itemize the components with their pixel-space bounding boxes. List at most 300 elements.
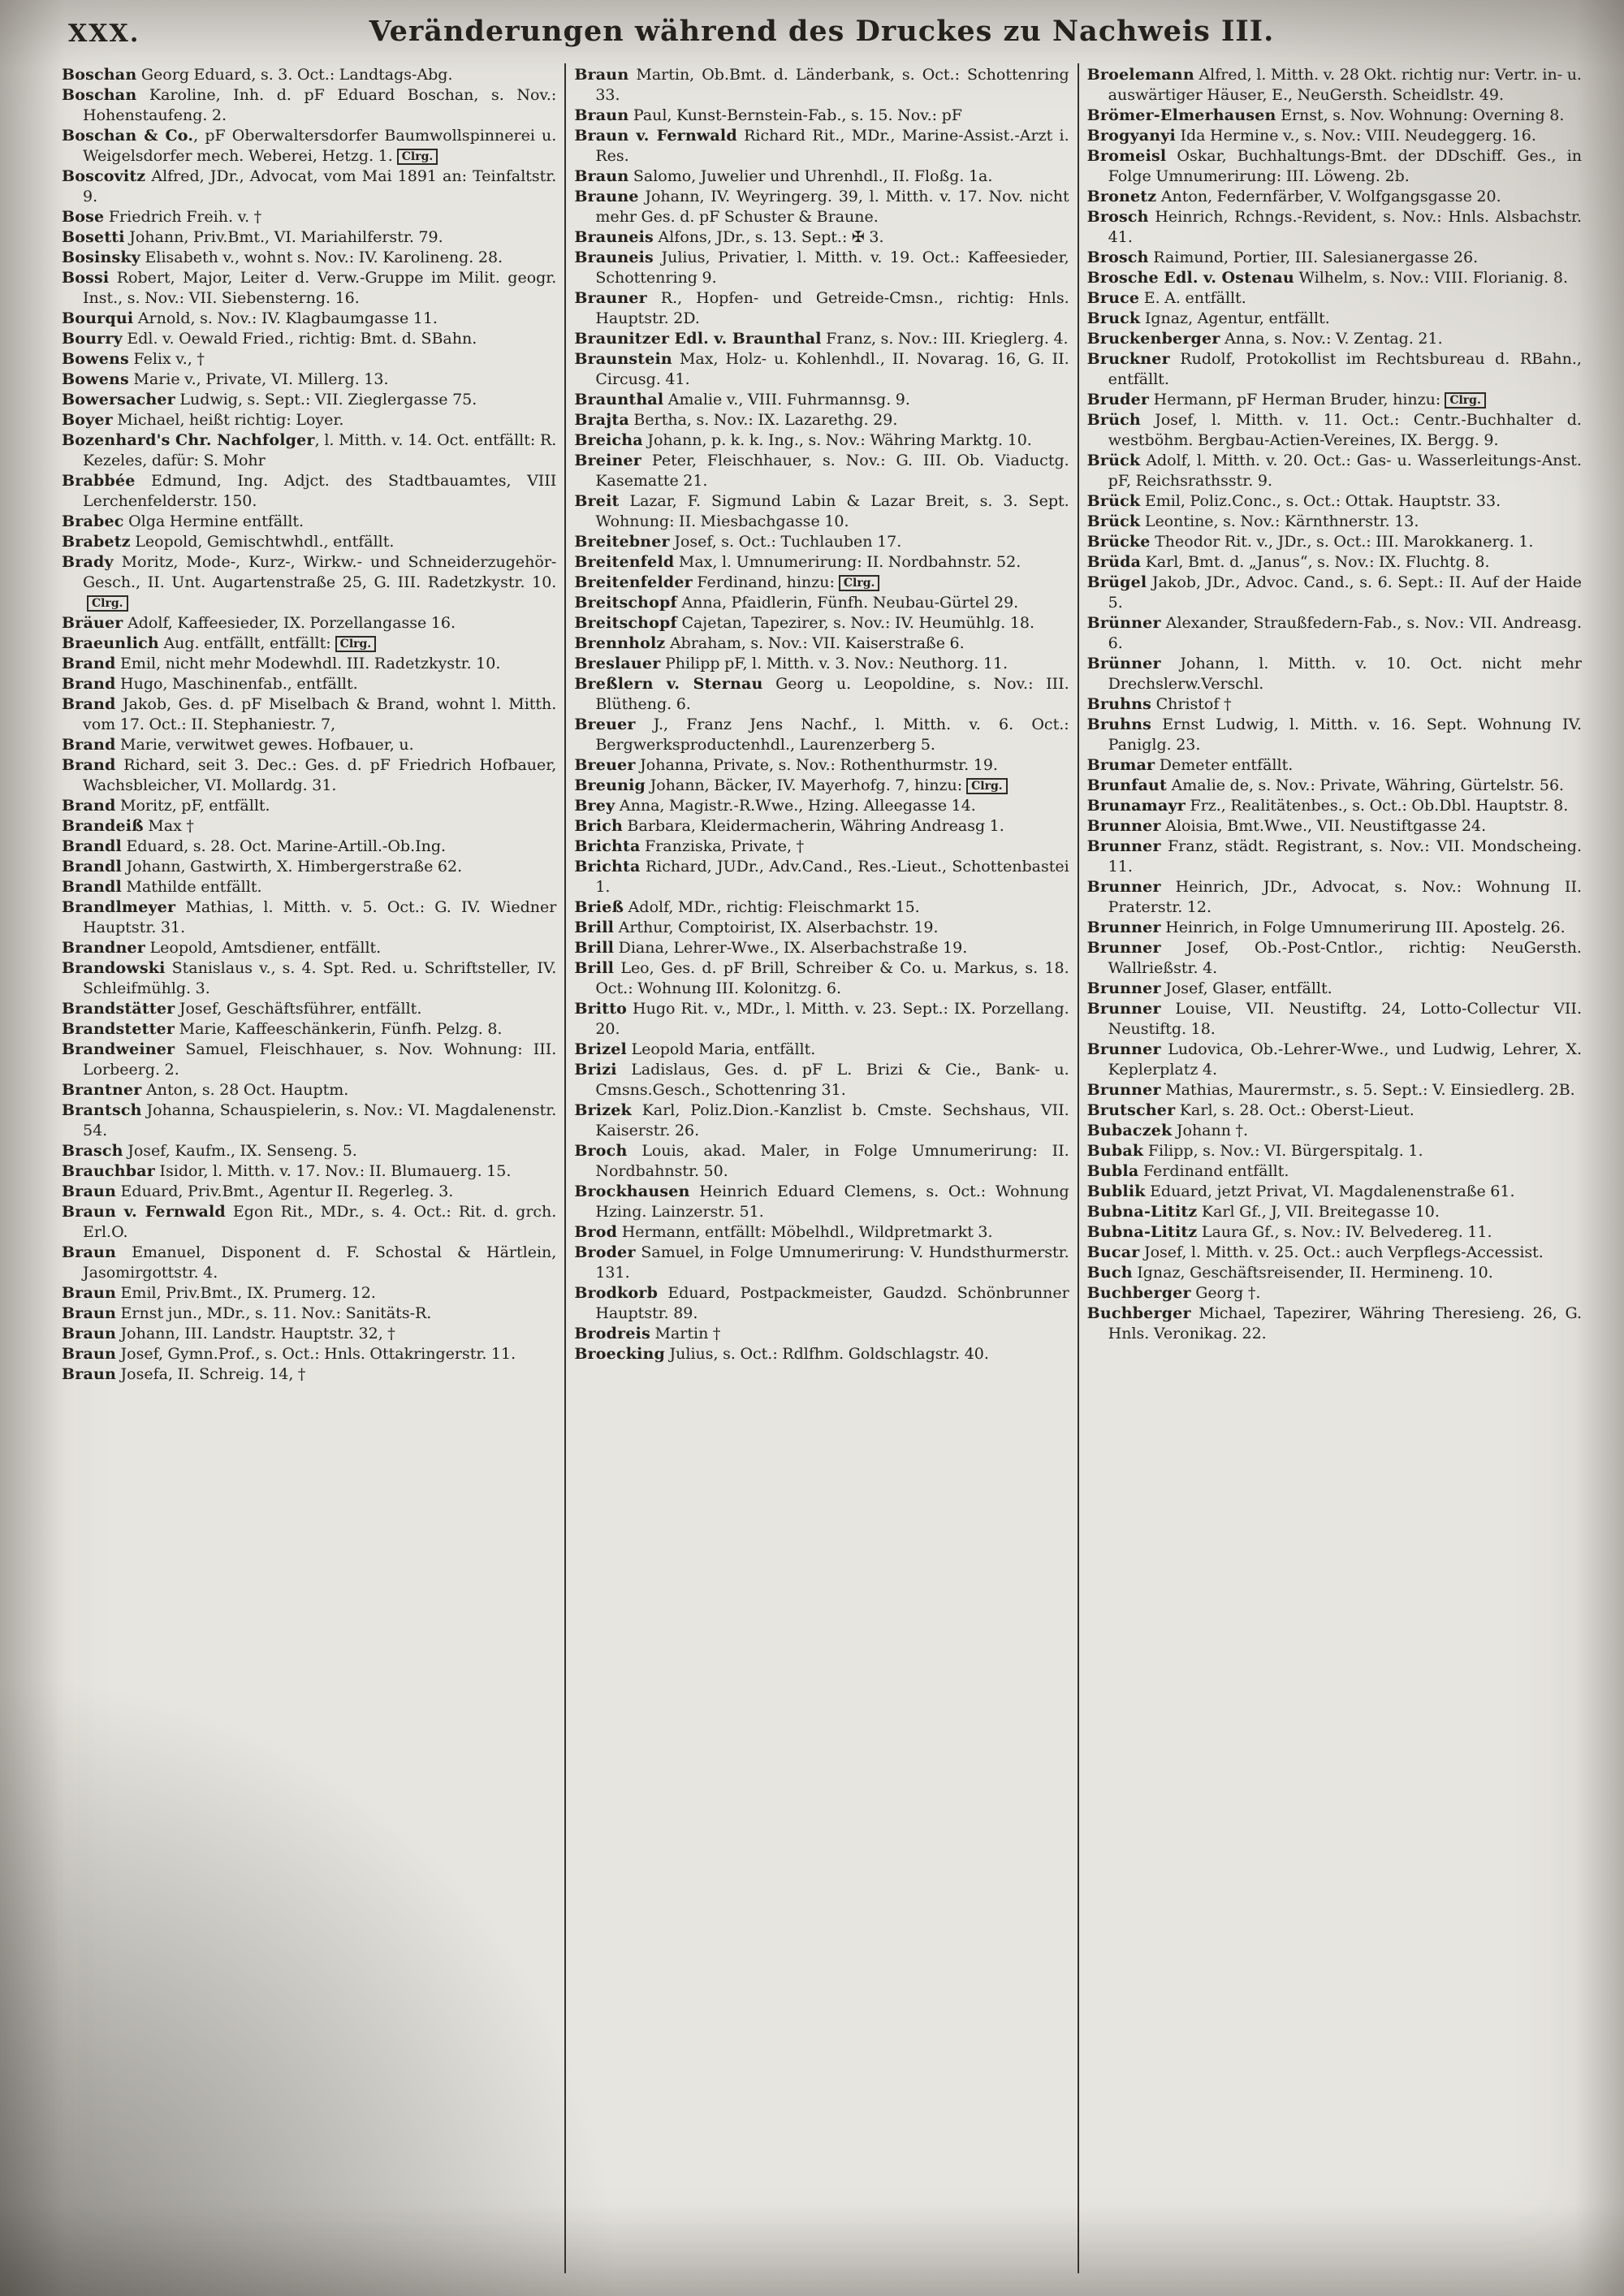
entry-text: Raimund, Portier, III. Salesianergasse 26.: [1148, 249, 1479, 266]
entry-text: Max †: [143, 817, 194, 835]
directory-entry: [574, 1222, 1069, 1243]
entry-text: Josef, s. Oct.: Tuchlauben 17.: [669, 533, 902, 551]
entry-name: Brichta: [574, 837, 641, 855]
entry-text: Lazar, F. Sigmund Labin & Lazar Breit, s. 3. Sept. Wohnung: II. Miesbachgasse 10.: [595, 492, 1069, 530]
directory-entry: [1087, 1121, 1582, 1141]
directory-entry: [1087, 1161, 1582, 1182]
entry-text: Josef, Geschäftsführer, entfällt.: [175, 1000, 422, 1018]
entry-text: Arnold, s. Nov.: IV. Klagbaumgasse 11.: [133, 309, 438, 327]
entry-name: Brunner: [1086, 817, 1161, 835]
entry-name: Bozenhard's Chr. Nachfolger: [62, 431, 315, 449]
directory-entry: [62, 1080, 556, 1100]
directory-entry: [62, 1304, 556, 1324]
entry-name: Buchberger: [1086, 1284, 1191, 1302]
entry-name: Brockhausen: [574, 1183, 690, 1200]
entry-text: Alexander, Straußfedern-Fab., s. Nov.: VII. Andreasg. 6.: [1108, 614, 1582, 652]
entry-text: Salomo, Juwelier und Uhrenhdl., II. Floßg. 1a.: [628, 167, 993, 185]
directory-entry: [62, 532, 556, 552]
entry-text: Ferdinand, hinzu:: [692, 573, 835, 591]
entry-name: Brandstätter: [62, 1000, 175, 1018]
entry-name: Brömer-Elmerhausen: [1086, 106, 1276, 124]
entry-name: Brunner: [1086, 1081, 1161, 1099]
directory-entry: [1087, 1222, 1582, 1243]
directory-entry: [1087, 715, 1582, 755]
directory-entry: [62, 552, 556, 613]
entry-name: Buchberger: [1086, 1304, 1191, 1322]
entry-badge: Clrg.: [335, 636, 377, 652]
entry-text: Anna, Magistr.-R.Wwe., Hzing. Alleegasse 14.: [615, 797, 976, 815]
directory-entry: [1087, 796, 1582, 816]
entry-name: Bowersacher: [62, 391, 175, 409]
entry-name: Brandl: [62, 878, 122, 896]
entry-name: Breslauer: [574, 655, 661, 672]
directory-entry: [62, 837, 556, 857]
directory-entry: [62, 674, 556, 694]
entry-name: Brandlmeyer: [62, 898, 176, 916]
entry-name: Breitschopf: [574, 614, 677, 632]
entry-text: Emil, Poliz.Conc., s. Oct.: Ottak. Hauptstr. 33.: [1140, 492, 1501, 510]
entry-name: Brunamayr: [1086, 797, 1186, 815]
entry-name: Brünner: [1086, 614, 1161, 632]
entry-name: Brutscher: [1086, 1101, 1176, 1119]
entry-text: Mathias, Maurermstr., s. 5. Sept.: V. Einsiedlerg. 2B.: [1160, 1081, 1575, 1099]
entry-text: Heinrich, JDr., Advocat, s. Nov.: Wohnung II. Praterstr. 12.: [1108, 878, 1582, 916]
entry-text: Leo, Ges. d. pF Brill, Schreiber & Co. u. Markus, s. 18. Oct.: Wohnung III. Kolonitzg. 6.: [595, 959, 1069, 997]
entry-text: Richard Rit., MDr., Marine-Assist.-Arzt i. Res.: [595, 127, 1069, 165]
entry-text: Cajetan, Tapezirer, s. Nov.: IV. Heumühlg. 18.: [676, 614, 1035, 632]
entry-text: Bertha, s. Nov.: IX. Lazarethg. 29.: [628, 411, 898, 429]
entry-text: Ludwig, s. Sept.: VII. Zieglergasse 75.: [175, 391, 477, 409]
entry-name: Bruckenberger: [1086, 330, 1220, 348]
entry-text: Edl. v. Oewald Fried., richtig: Bmt. d. SBahn.: [122, 330, 477, 348]
entry-text: Ferdinand entfällt.: [1138, 1162, 1289, 1180]
directory-entry: [574, 633, 1069, 654]
entry-text: Mathilde entfällt.: [121, 878, 262, 896]
entry-name: Brasch: [62, 1142, 123, 1160]
directory-entry: [1087, 552, 1582, 573]
directory-entry: [62, 126, 556, 166]
entry-text: Marie, Kaffeeschänkerin, Fünfh. Pelzg. 8.: [175, 1020, 503, 1038]
entry-text: Philipp pF, l. Mitth. v. 3. Nov.: Neuthorg. 11.: [660, 655, 1009, 672]
entry-text: Friedrich Freih. v. †: [104, 208, 262, 226]
directory-entry: [62, 1283, 556, 1304]
entry-text: Barbara, Kleidermacherin, Währing Andreasg 1.: [623, 817, 1004, 835]
entry-text: Max, l. Umnumerirung: II. Nordbahnstr. 52.: [674, 553, 1021, 571]
directory-entry: [62, 796, 556, 816]
entry-text: Marie, verwitwet gewes. Hofbauer, u.: [115, 736, 414, 754]
entry-text: Josef, Glaser, entfällt.: [1160, 979, 1332, 997]
entry-name: Brich: [574, 817, 623, 835]
entry-text: Ida Hermine v., s. Nov.: VIII. Neudeggerg. 16.: [1175, 127, 1536, 145]
entry-name: Braun v. Fernwald: [574, 127, 737, 145]
directory-entry: [62, 390, 556, 410]
directory-columns: [54, 63, 1590, 2273]
entry-name: Bosinsky: [62, 249, 140, 266]
directory-entry: [574, 755, 1069, 776]
directory-entry: [1087, 837, 1582, 877]
entry-text: Franz, städt. Registrant, s. Nov.: VII. Mondscheing. 11.: [1108, 837, 1582, 876]
entry-text: Louise, VII. Neustiftg. 24, Lotto-Collectur VII. Neustiftg. 18.: [1108, 1000, 1582, 1038]
entry-name: Brodkorb: [574, 1284, 659, 1302]
directory-entry: [1087, 1100, 1582, 1121]
entry-name: Braunthal: [574, 391, 664, 409]
entry-text: Hugo, Maschinenfab., entfällt.: [115, 675, 358, 693]
entry-text: Karl, s. 28. Oct.: Oberst-Lieut.: [1175, 1101, 1415, 1119]
entry-name: Bruder: [1086, 391, 1150, 409]
entry-name: Braun: [62, 1243, 117, 1261]
directory-entry: [1087, 573, 1582, 613]
entry-text: Michael, heißt richtig: Loyer.: [112, 411, 344, 429]
entry-text: Emil, nicht mehr Modewhdl. III. Radetzkystr. 10.: [115, 655, 501, 672]
directory-entry: [574, 958, 1069, 999]
entry-text: Josef, Kaufm., IX. Senseng. 5.: [123, 1142, 357, 1160]
entry-text: Johann, p. k. k. Ing., s. Nov.: Währing Marktg. 10.: [642, 431, 1032, 449]
directory-entry: [574, 776, 1069, 796]
entry-text: Alfred, JDr., Advocat, vom Mai 1891 an: Teinfaltstr. 9.: [83, 167, 557, 205]
directory-entry: [1087, 654, 1582, 694]
entry-text: Adolf, MDr., richtig: Fleischmarkt 15.: [624, 898, 920, 916]
entry-name: Brieß: [574, 898, 624, 916]
entry-name: Brajta: [574, 411, 629, 429]
entry-text: Isidor, l. Mitth. v. 17. Nov.: II. Blumauerg. 15.: [154, 1162, 512, 1180]
entry-text: Frz., Realitätenbes., s. Oct.: Ob.Dbl. Hauptstr. 8.: [1185, 797, 1569, 815]
directory-entry: [574, 390, 1069, 410]
directory-entry: [1087, 816, 1582, 837]
entry-text: Josef, Gymn.Prof., s. Oct.: Hnls. Ottakringerstr. 11.: [116, 1345, 516, 1363]
directory-entry: [62, 410, 556, 430]
entry-name: Brandweiner: [62, 1040, 175, 1058]
entry-name: Braune: [574, 188, 639, 205]
directory-entry: [574, 1040, 1069, 1060]
entry-name: Bruckner: [1086, 350, 1170, 368]
directory-entry: [62, 227, 556, 248]
entry-text: Amalie de, s. Nov.: Private, Währing, Gürtelstr. 56.: [1167, 776, 1565, 794]
entry-name: Brunner: [1086, 1040, 1161, 1058]
entry-name: Bubla: [1086, 1162, 1139, 1180]
directory-entry: [574, 999, 1069, 1040]
entry-name: Bronetz: [1086, 188, 1157, 205]
entry-name: Brunner: [1086, 837, 1161, 855]
entry-name: Brandstetter: [62, 1020, 175, 1038]
entry-name: Brodreis: [574, 1325, 650, 1343]
entry-name: Brey: [574, 797, 615, 815]
entry-text: Josef, Ob.-Post-Cntlor., richtig: NeuGersth. Wallrießstr. 4.: [1108, 939, 1582, 977]
directory-entry: [574, 654, 1069, 674]
entry-text: Robert, Major, Leiter d. Verw.-Gruppe im Milit. geogr. Inst., s. Nov.: VII. Siebensterng. 16.: [83, 269, 557, 307]
entry-text: Karl, Bmt. d. „Janus“, s. Nov.: IX. Fluchtg. 8.: [1141, 553, 1490, 571]
entry-text: Elisabeth v., wohnt s. Nov.: IV. Karolineng. 28.: [140, 249, 503, 266]
directory-entry: [1087, 1263, 1582, 1283]
entry-name: Bubaczek: [1086, 1122, 1173, 1139]
entry-name: Bromeisl: [1086, 147, 1167, 165]
directory-entry: [574, 573, 1069, 593]
directory-entry: [62, 735, 556, 755]
directory-entry: [1087, 532, 1582, 552]
entry-text: Johann, IV. Weyringerg. 39, l. Mitth. v. 17. Nov. nicht mehr Ges. d. pF Schuster & Braune.: [595, 188, 1069, 226]
directory-entry: [62, 370, 556, 390]
directory-entry: [574, 65, 1069, 106]
directory-entry: [1087, 512, 1582, 532]
entry-text: Hermann, pF Herman Bruder, hinzu:: [1149, 391, 1441, 409]
directory-entry: [574, 166, 1069, 187]
entry-text: , l. Mitth. v. 14. Oct. entfällt: R. Kezeles, dafür: S. Mohr: [83, 431, 557, 469]
directory-entry: [62, 958, 556, 999]
entry-name: Bourry: [62, 330, 123, 348]
directory-entry: [1087, 187, 1582, 207]
entry-name: Boschan: [62, 66, 137, 84]
entry-name: Brady: [62, 553, 114, 571]
entry-text: Martin, Ob.Bmt. d. Länderbank, s. Oct.: Schottenring 33.: [595, 66, 1069, 104]
entry-name: Breuer: [574, 756, 636, 774]
directory-entry: [574, 248, 1069, 288]
entry-name: Broecking: [574, 1345, 666, 1363]
entry-name: Broch: [574, 1142, 628, 1160]
entry-name: Brandowski: [62, 959, 166, 977]
directory-entry: [574, 715, 1069, 755]
directory-entry: [62, 65, 556, 85]
directory-entry: [62, 613, 556, 633]
directory-entry: [1087, 146, 1582, 187]
entry-text: Karl, Poliz.Dion.-Kanzlist b. Cmste. Sechshaus, VII. Kaiserstr. 26.: [595, 1101, 1069, 1139]
directory-entry: [574, 816, 1069, 837]
directory-entry: [1087, 918, 1582, 938]
entry-text: Filipp, s. Nov.: VI. Bürgerspitalg. 1.: [1143, 1142, 1423, 1160]
entry-name: Braun: [62, 1365, 117, 1383]
entry-badge: Clrg.: [1445, 392, 1486, 409]
entry-text: Ernst, s. Nov. Wohnung: Overning 8.: [1276, 106, 1565, 124]
directory-entry: [574, 106, 1069, 126]
entry-text: Hugo Rit. v., MDr., l. Mitth. v. 23. Sept.: IX. Porzellang. 20.: [595, 1000, 1069, 1038]
column-3: [1078, 63, 1590, 2273]
entry-name: Brantsch: [62, 1101, 142, 1119]
entry-text: Oskar, Buchhaltungs-Bmt. der DDschiff. Ges., in Folge Umnumerirung: III. Löweng. 2b.: [1108, 147, 1582, 185]
directory-entry: [62, 1364, 556, 1385]
entry-name: Brand: [62, 736, 116, 754]
entry-name: Brand: [62, 797, 116, 815]
entry-text: Johann, Priv.Bmt., VI. Mariahilferstr. 79.: [124, 228, 443, 246]
entry-name: Brizi: [574, 1061, 617, 1079]
entry-name: Brennholz: [574, 634, 666, 652]
entry-name: Brunner: [1086, 1000, 1161, 1018]
directory-entry: [62, 755, 556, 796]
entry-name: Broder: [574, 1243, 636, 1261]
directory-entry: [1087, 207, 1582, 248]
entry-text: Alfred, l. Mitth. v. 28 Okt. richtig nur: Vertr. in- u. auswärtiger Häuser, E., NeuGersth. Scheidlstr. 49.: [1108, 66, 1582, 104]
entry-name: Brunner: [1086, 979, 1161, 997]
directory-entry: [62, 309, 556, 329]
directory-entry: [574, 532, 1069, 552]
entry-name: Brunfaut: [1086, 776, 1168, 794]
directory-entry: [574, 1060, 1069, 1100]
entry-name: Brabbée: [62, 472, 136, 490]
entry-text: Wilhelm, s. Nov.: VIII. Florianig. 8.: [1294, 269, 1568, 287]
entry-text: Anton, s. 28 Oct. Hauptm.: [141, 1081, 349, 1099]
entry-text: Anton, Federnfärber, V. Wolfgangsgasse 20.: [1156, 188, 1501, 205]
entry-name: Breuer: [574, 716, 636, 733]
entry-name: Boyer: [62, 411, 113, 429]
directory-entry: [574, 1141, 1069, 1182]
directory-entry: [62, 349, 556, 370]
entry-text: Franziska, Private, †: [640, 837, 805, 855]
directory-entry: [1087, 999, 1582, 1040]
directory-entry: [62, 1141, 556, 1161]
entry-text: Hermann, entfällt: Möbelhdl., Wildpretmarkt 3.: [617, 1223, 993, 1241]
directory-entry: [1087, 106, 1582, 126]
entry-text: Samuel, Fleischhauer, s. Nov. Wohnung: III. Lorbeerg. 2.: [83, 1040, 557, 1079]
directory-entry: [62, 999, 556, 1019]
directory-entry: [1087, 288, 1582, 309]
entry-badge: Clrg.: [87, 595, 128, 612]
directory-entry: [574, 1100, 1069, 1141]
entry-text: Rudolf, Protokollist im Rechtsbureau d. RBahn., entfällt.: [1108, 350, 1582, 388]
directory-entry: [574, 1182, 1069, 1222]
entry-name: Brichta: [574, 858, 641, 876]
directory-entry: [1087, 1283, 1582, 1304]
entry-name: Braun v. Fernwald: [62, 1203, 226, 1221]
entry-name: Bossi: [62, 269, 110, 287]
entry-name: Bruhns: [1086, 695, 1152, 713]
entry-text: Johanna, Private, s. Nov.: Rothenthurmstr. 19.: [635, 756, 998, 774]
directory-entry: [574, 857, 1069, 897]
entry-name: Bubak: [1086, 1142, 1144, 1160]
directory-entry: [1087, 979, 1582, 999]
directory-entry: [574, 918, 1069, 938]
directory-entry: [574, 451, 1069, 491]
entry-text: Leopold Maria, entfällt.: [626, 1040, 816, 1058]
directory-entry: [1087, 248, 1582, 268]
directory-entry: [62, 938, 556, 958]
entry-name: Bowens: [62, 350, 129, 368]
entry-badge: Clrg.: [966, 778, 1008, 794]
directory-entry: [574, 938, 1069, 958]
directory-entry: [62, 85, 556, 126]
entry-text: Eduard, Priv.Bmt., Agentur II. Regerleg. 3.: [116, 1183, 454, 1200]
directory-entry: [62, 816, 556, 837]
entry-text: Karl Gf., J, VII. Breitegasse 10.: [1197, 1203, 1440, 1221]
entry-text: Johann, Gastwirth, X. Himbergerstraße 62.: [121, 858, 463, 876]
entry-name: Brizel: [574, 1040, 627, 1058]
entry-text: Julius, s. Oct.: Rdlfhm. Goldschlagstr. 40.: [665, 1345, 989, 1363]
directory-entry: [62, 1182, 556, 1202]
entry-text: Eduard, Postpackmeister, Gaudzd. Schönbrunner Hauptstr. 89.: [595, 1284, 1069, 1322]
entry-text: Ernst jun., MDr., s. 11. Nov.: Sanitäts-R.: [116, 1304, 432, 1322]
entry-text: Leontine, s. Nov.: Kärnthnerstr. 13.: [1140, 512, 1419, 530]
directory-entry: [574, 837, 1069, 857]
page-number: XXX.: [68, 19, 140, 48]
entry-text: Jakob, JDr., Advoc. Cand., s. 6. Sept.: II. Auf der Haide 5.: [1108, 573, 1582, 612]
entry-name: Braun: [574, 167, 629, 185]
directory-entry: [1087, 451, 1582, 491]
entry-name: Broelemann: [1086, 66, 1194, 84]
entry-name: Brabetz: [62, 533, 131, 551]
entry-name: Braunitzer Edl. v. Braunthal: [574, 330, 822, 348]
entry-name: Brumar: [1086, 756, 1155, 774]
entry-name: Braeunlich: [62, 634, 159, 652]
entry-name: Braunstein: [574, 350, 672, 368]
directory-entry: [574, 126, 1069, 166]
directory-entry: [62, 1202, 556, 1243]
entry-text: Max, Holz- u. Kohlenhdl., II. Novarag. 16, G. II. Circusg. 41.: [595, 350, 1069, 388]
directory-entry: [62, 633, 556, 654]
entry-text: Heinrich, Rchngs.-Revident, s. Nov.: Hnls. Alsbachstr. 41.: [1108, 208, 1582, 246]
entry-name: Breitschopf: [574, 594, 677, 612]
entry-name: Brandeiß: [62, 817, 144, 835]
entry-name: Bruck: [1086, 309, 1141, 327]
page-title: Veränderungen während des Druckes zu Nachweis III.: [369, 15, 1275, 48]
entry-text: Ignaz, Geschäftsreisender, II. Hermineng. 10.: [1132, 1264, 1493, 1282]
entry-name: Brand: [62, 695, 116, 713]
entry-name: Brabec: [62, 512, 124, 530]
entry-name: Breßlern v. Sternau: [574, 675, 763, 693]
directory-entry: [1087, 613, 1582, 654]
entry-text: Richard, seit 3. Dec.: Ges. d. pF Friedrich Hofbauer, Wachsbleicher, VI. Mollardg. 31.: [83, 756, 557, 794]
entry-name: Brand: [62, 655, 116, 672]
entry-name: Brücke: [1086, 533, 1151, 551]
entry-name: Braun: [574, 66, 629, 84]
directory-entry: [1087, 410, 1582, 451]
directory-entry: [1087, 309, 1582, 329]
entry-name: Brogyanyi: [1086, 127, 1176, 145]
directory-entry: [574, 430, 1069, 451]
entry-text: Leopold, Gemischtwhdl., entfällt.: [130, 533, 395, 551]
directory-entry: [574, 674, 1069, 715]
directory-entry: [574, 593, 1069, 613]
entry-name: Bourqui: [62, 309, 134, 327]
directory-entry: [62, 329, 556, 349]
entry-text: Emanuel, Disponent d. F. Schostal & Härtlein, Jasomirgottstr. 4.: [83, 1243, 557, 1282]
entry-name: Breicha: [574, 431, 643, 449]
entry-name: Braun: [62, 1183, 117, 1200]
directory-entry: [574, 552, 1069, 573]
entry-name: Breiner: [574, 452, 642, 469]
entry-text: Emil, Priv.Bmt., IX. Prumerg. 12.: [116, 1284, 376, 1302]
directory-entry: [574, 410, 1069, 430]
entry-text: Amalie v., VIII. Fuhrmannsg. 9.: [663, 391, 910, 409]
directory-entry: [574, 288, 1069, 329]
entry-name: Brosch: [1086, 208, 1149, 226]
entry-name: Bräuer: [62, 614, 123, 632]
directory-entry: [574, 187, 1069, 227]
directory-entry: [574, 897, 1069, 918]
entry-name: Brosche Edl. v. Ostenau: [1086, 269, 1294, 287]
entry-name: Bucar: [1086, 1243, 1140, 1261]
directory-entry: [62, 471, 556, 512]
entry-text: Georg Eduard, s. 3. Oct.: Landtags-Abg.: [136, 66, 453, 84]
entry-text: , pF Oberwaltersdorfer Baumwollspinnerei u. Weigelsdorfer mech. Weberei, Hetzg. 1.: [83, 127, 557, 165]
entry-name: Brandner: [62, 939, 145, 957]
directory-entry: [574, 1324, 1069, 1344]
directory-entry: [62, 1344, 556, 1364]
entry-text: Aloisia, Bmt.Wwe., VII. Neustiftgasse 24.: [1160, 817, 1487, 835]
directory-entry: [62, 207, 556, 227]
entry-name: Braun: [62, 1284, 117, 1302]
entry-name: Brüch: [1086, 411, 1141, 429]
directory-entry: [62, 897, 556, 938]
entry-text: Christof †: [1151, 695, 1232, 713]
directory-entry: [62, 430, 556, 471]
entry-name: Boschan & Co.: [62, 127, 194, 145]
entry-name: Bubna-Lititz: [1086, 1203, 1198, 1221]
entry-name: Brosch: [1086, 249, 1149, 266]
directory-entry: [1087, 1141, 1582, 1161]
entry-text: Heinrich, in Folge Umnumerirung III. Apostelg. 26.: [1160, 919, 1566, 936]
entry-name: Breitebner: [574, 533, 670, 551]
entry-text: Abraham, s. Nov.: VII. Kaiserstraße 6.: [665, 634, 965, 652]
entry-name: Brünner: [1086, 655, 1161, 672]
entry-name: Brill: [574, 959, 615, 977]
entry-name: Brunner: [1086, 919, 1161, 936]
directory-entry: [1087, 390, 1582, 410]
